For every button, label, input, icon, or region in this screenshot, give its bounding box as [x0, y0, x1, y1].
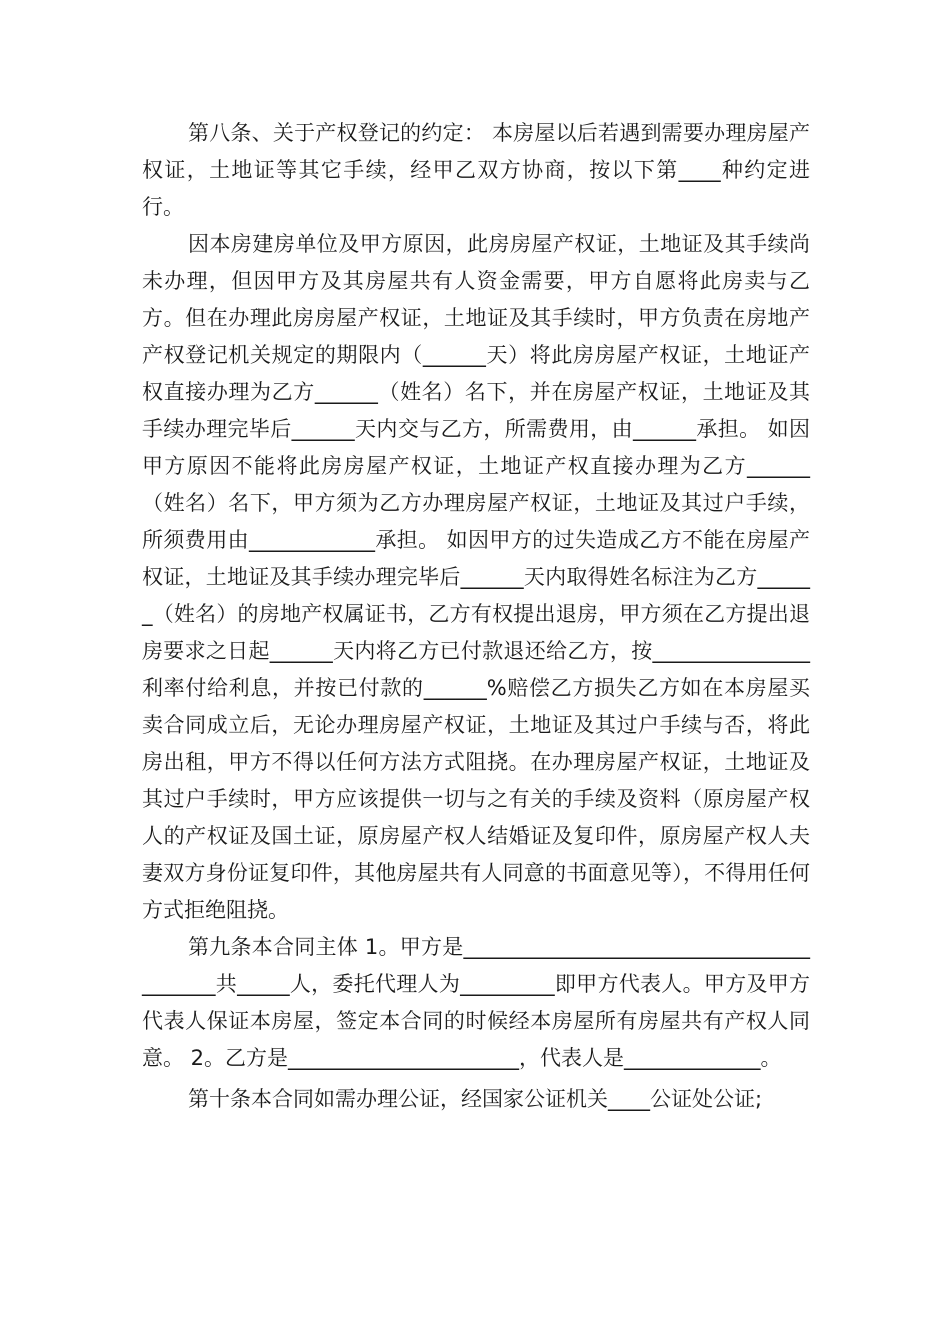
article-10-paragraph: 第十条本合同如需办理公证，经国家公证机关____公证处公证;: [188, 1087, 763, 1111]
article-9-paragraph: 第九条本合同主体 1。甲方是________________________________________共_____人，委托代理人为_________即甲方代表人。甲方及甲方代表人保证本房屋，签定本合同的时候经本房屋所有房屋共有产权人同意。 2。乙方是______________________，代表人是_____________。: [142, 935, 810, 1070]
document-body: [142, 115, 810, 1118]
article-8-heading-paragraph: 第八条、关于产权登记的约定： 本房屋以后若遇到需要办理房屋产权证，土地证等其它手续，经甲乙双方协商，按以下第____种约定进行。: [142, 121, 810, 219]
article-8-body-paragraph: 因本房建房单位及甲方原因，此房房屋产权证，土地证及其手续尚未办理，但因甲方及其房屋共有人资金需要，甲方自愿将此房卖与乙方。但在办理此房房屋产权证，土地证及其手续时，甲方负责在房地产产权登记机关规定的期限内（______天）将此房房屋产权证，土地证产权直接办理为乙方______（姓名）名下，并在房屋产权证，土地证及其手续办理完毕后______天内交与乙方，所需费用，由______承担。 如因甲方原因不能将此房房屋产权证，土地证产权直接办理为乙方______（姓名）名下，甲方须为乙方办理房屋产权证，土地证及其过户手续，所须费用由____________承担。 如因甲方的过失造成乙方不能在房屋产权证，土地证及其手续办理完毕后______天内取得姓名标注为乙方______（姓名）的房地产权属证书，乙方有权提出退房，甲方须在乙方提出退房要求之日起______天内将乙方已付款退还给乙方，按_______________利率付给利息，并按已付款的______%赔偿乙方损失乙方如在本房屋买卖合同成立后，无论办理房屋产权证，土地证及其过户手续与否，将此房出租，甲方不得以任何方法方式阻挠。在办理房屋产权证，土地证及其过户手续时，甲方应该提供一切与之有关的手续及资料（原房屋产权人的产权证及国土证，原房屋产权人结婚证及复印件，原房屋产权人夫妻双方身份证复印件，其他房屋共有人同意的书面意见等），不得用任何方式拒绝阻挠。: [142, 232, 810, 922]
